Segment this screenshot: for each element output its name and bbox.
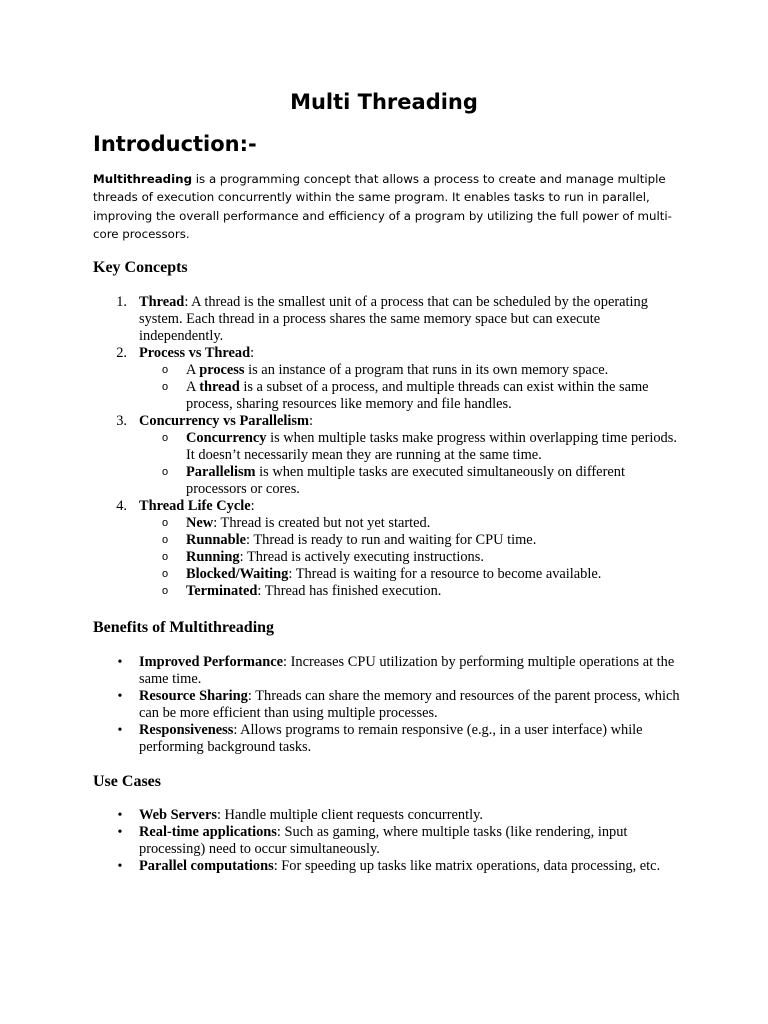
item-text: : Allows programs to remain responsive (e.g., in a user interface) while performing background tasks.: [139, 722, 643, 755]
sub-list-item: [139, 515, 683, 532]
item-term: Thread: [139, 294, 185, 310]
circle-bullet-icon: o: [161, 517, 169, 529]
benefits-list: [93, 654, 683, 756]
item-term: Process vs Thread: [139, 345, 251, 361]
bullet-icon: •: [117, 825, 123, 840]
list-marker: 3.: [116, 413, 127, 429]
list-item: [93, 654, 683, 688]
sub-item-term: Blocked/Waiting: [186, 566, 289, 582]
intro-heading: Introduction:-: [93, 132, 257, 156]
circle-bullet-icon: o: [161, 364, 169, 376]
sub-item-text: is an instance of a program that runs in its own memory space.: [244, 362, 609, 378]
sub-list-item: [139, 464, 683, 498]
sub-list-item: [139, 566, 683, 583]
benefits-heading: Benefits of Multithreading: [93, 619, 275, 636]
item-text: : A thread is the smallest unit of a process that can be scheduled by the operating system. Each thread in a process shares the same memory space but can execute independently.: [139, 294, 648, 344]
bullet-icon: •: [117, 689, 123, 704]
sub-item-text: : Thread is created but not yet started.: [213, 515, 431, 531]
sub-item-term: Runnable: [186, 532, 246, 548]
item-term: Real-time applications: [139, 824, 277, 840]
sub-item-text: : Thread is actively executing instructions.: [239, 549, 484, 565]
sub-list-item: [139, 549, 683, 566]
item-text: : Handle multiple client requests concurrently.: [216, 807, 483, 823]
item-text: : Such as gaming, where multiple tasks (like rendering, input processing) need to occur simultaneously.: [139, 824, 628, 857]
item-term: Improved Performance: [139, 654, 283, 670]
item-text: :: [250, 345, 255, 361]
sub-list: [139, 362, 683, 413]
bullet-icon: •: [117, 723, 123, 738]
sub-item-text: : Thread is waiting for a resource to become available.: [288, 566, 602, 582]
circle-bullet-icon: o: [161, 585, 169, 597]
item-text: : For speeding up tasks like matrix operations, data processing, etc.: [273, 858, 661, 874]
item-term: Web Servers: [139, 807, 217, 823]
circle-bullet-icon: o: [161, 432, 169, 444]
bullet-icon: •: [117, 859, 123, 874]
use-cases-heading: Use Cases: [93, 773, 161, 790]
sub-item-text: is when multiple tasks make progress within overlapping time periods. It doesn’t necessarily mean they are running at the same time.: [186, 430, 677, 463]
sub-item-text: is a subset of a process, and multiple threads can exist within the same process, sharing resources like memory and file handles.: [186, 379, 649, 412]
page-title: Multi Threading: [290, 90, 478, 114]
sub-item-term: Concurrency: [186, 430, 267, 446]
list-item: [93, 345, 683, 413]
list-item: [93, 498, 683, 600]
bullet-icon: •: [117, 655, 123, 670]
sub-item-term: thread: [199, 379, 240, 395]
item-term: Resource Sharing: [139, 688, 248, 704]
sub-list-item: [139, 362, 683, 379]
item-term: Thread Life Cycle: [139, 498, 251, 514]
intro-paragraph: [93, 170, 678, 243]
sub-list: [139, 430, 683, 498]
sub-item-pre: A: [186, 362, 200, 378]
circle-bullet-icon: o: [161, 568, 169, 580]
circle-bullet-icon: o: [161, 551, 169, 563]
key-concepts-heading: Key Concepts: [93, 259, 188, 276]
intro-term: Multithreading: [93, 172, 193, 186]
sub-list-item: [139, 583, 683, 600]
list-marker: 1.: [116, 294, 127, 310]
circle-bullet-icon: o: [161, 381, 169, 393]
sub-item-text: is when multiple tasks are executed simultaneously on different processors or cores.: [186, 464, 625, 497]
sub-list-item: [139, 379, 683, 413]
sub-item-term: process: [199, 362, 245, 378]
item-text: :: [250, 498, 255, 514]
sub-list-item: [139, 430, 683, 464]
circle-bullet-icon: o: [161, 466, 169, 478]
item-term: Responsiveness: [139, 722, 234, 738]
sub-list: [139, 515, 683, 600]
sub-item-text: : Thread has finished execution.: [257, 583, 442, 599]
list-marker: 2.: [116, 345, 127, 361]
sub-item-term: New: [186, 515, 214, 531]
item-term: Parallel computations: [139, 858, 274, 874]
item-text: : Increases CPU utilization by performing multiple operations at the same time.: [139, 654, 675, 687]
sub-list-item: [139, 532, 683, 549]
sub-item-term: Terminated: [186, 583, 258, 599]
intro-text: is a programming concept that allows a process to create and manage multiple threads of execution concurrently within the same program. It enables tasks to run in parallel, improving the overall performance and efficiency of a program by utilizing the full power of multi-core processors.: [93, 172, 672, 241]
list-item: [93, 858, 683, 875]
bullet-icon: •: [117, 808, 123, 823]
sub-item-pre: A: [186, 379, 200, 395]
list-marker: 4.: [116, 498, 127, 514]
sub-item-text: : Thread is ready to run and waiting for CPU time.: [246, 532, 537, 548]
list-item: [93, 824, 683, 858]
list-item: [93, 722, 683, 756]
use-cases-list: [93, 807, 683, 875]
item-text: : Threads can share the memory and resources of the parent process, which can be more efficient than using multiple processes.: [139, 688, 680, 721]
list-item: [93, 688, 683, 722]
sub-item-term: Running: [186, 549, 240, 565]
list-item: [93, 807, 683, 824]
sub-item-term: Parallelism: [186, 464, 256, 480]
list-item: [93, 294, 683, 345]
item-term: Concurrency vs Parallelism: [139, 413, 309, 429]
key-concepts-list: [93, 294, 683, 600]
circle-bullet-icon: o: [161, 534, 169, 546]
item-text: :: [309, 413, 313, 429]
list-item: [93, 413, 683, 498]
